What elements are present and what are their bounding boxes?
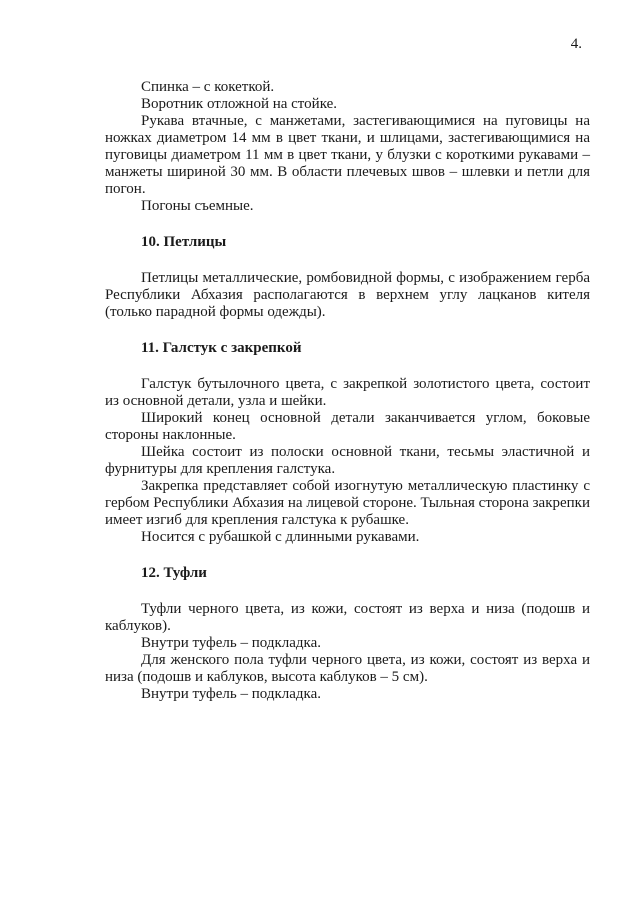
paragraph: Внутри туфель – подкладка. <box>141 635 321 651</box>
paragraph: Погоны съемные. <box>141 198 254 214</box>
paragraph: Широкий конец основной детали заканчивается углом, боковые стороны наклонные. <box>105 410 590 443</box>
paragraph: Для женского пола туфли черного цвета, из кожи, состоят из верха и низа (подошв и каблуков, высота каблуков – 5 см). <box>105 652 590 685</box>
paragraph: Рукава втачные, с манжетами, застегивающимися на пуговицы на ножках диаметром 14 мм в цвет ткани, и шлицами, застегивающимися на пуговицы диаметром 11 мм в цвет ткани, у блузки с короткими рукавами – манжеты шириной 30 мм. В области плечевых швов – шлевки и петли для погон. <box>105 113 590 197</box>
section-heading: 11. Галстук с закрепкой <box>141 340 302 356</box>
paragraph: Закрепка представляет собой изогнутую металлическую пластинку с гербом Республики Абхазия на лицевой стороне. Тыльная сторона закрепки имеет изгиб для крепления галстука к рубашке. <box>105 478 590 528</box>
paragraph: Носится с рубашкой с длинными рукавами. <box>141 529 420 545</box>
paragraph: Шейка состоит из полоски основной ткани, тесьмы эластичной и фурнитуры для крепления галстука. <box>105 444 590 477</box>
document-body <box>105 79 590 703</box>
paragraph: Туфли черного цвета, из кожи, состоят из верха и низа (подошв и каблуков). <box>105 601 590 634</box>
page-number: 4. <box>570 36 582 52</box>
paragraph: Внутри туфель – подкладка. <box>141 686 321 702</box>
paragraph: Галстук бутылочного цвета, с закрепкой золотистого цвета, состоит из основной детали, узла и шейки. <box>105 376 590 409</box>
paragraph: Петлицы металлические, ромбовидной формы, с изображением герба Республики Абхазия располагаются в верхнем углу лацканов кителя (только парадной формы одежды). <box>105 270 590 320</box>
paragraph: Воротник отложной на стойке. <box>141 96 338 112</box>
section-heading: 12. Туфли <box>141 565 207 581</box>
paragraph: Спинка – с кокеткой. <box>141 79 275 95</box>
section-heading: 10. Петлицы <box>141 234 227 250</box>
